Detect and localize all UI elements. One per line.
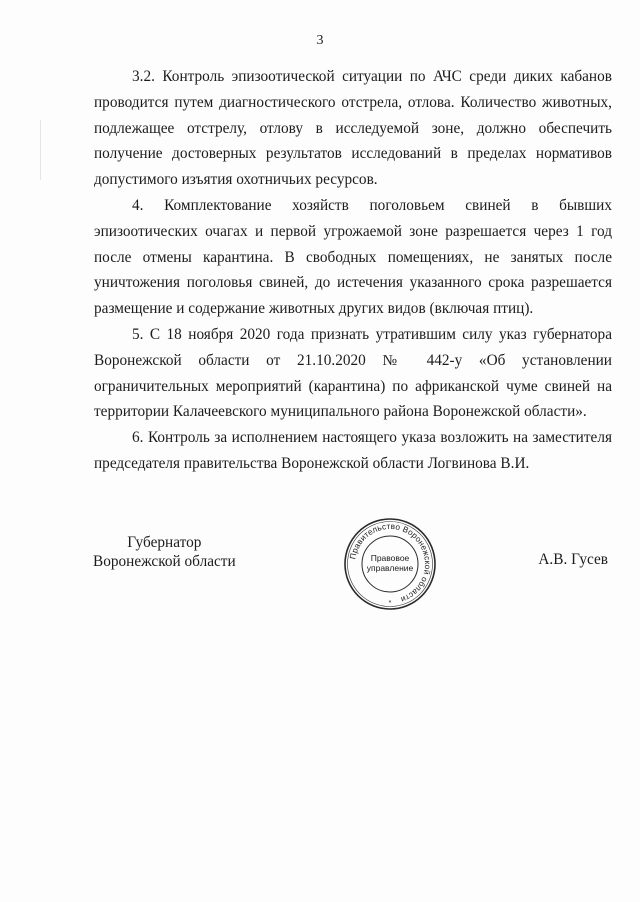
paragraph-6: 6. Контроль за исполнением настоящего указа возложить на заместителя председателя правительства Воронежской области Логвинова В.И. — [94, 429, 612, 472]
seal-graphic — [343, 517, 437, 611]
signatory-title-line2: Воронежской области — [93, 553, 236, 570]
seal-outer-text: Правительство Воронежской области — [348, 521, 433, 605]
signatory-name: А.В. Гусев — [538, 551, 608, 568]
scan-artifact — [40, 120, 41, 180]
signatory-title-line1: Губернатор — [127, 534, 202, 551]
paragraph-4: 4. Комплектование хозяйств поголовьем свиней в бывших эпизоотических очагах и первой угрожаемой зоне разрешается через 1 год после отмены карантина. В свободных помещениях, не занятых после уничтожения поголовья свиней, до истечения указанного срока разрешается размещение и содержание животных других видов (включая птиц). — [94, 196, 612, 318]
seal-inner-line1: Правовое — [370, 553, 410, 563]
paragraph-5: 5. С 18 ноября 2020 года признать утратившим силу указ губернатора Воронежской области от 21.10.2020 № 442-у «Об установлении ограничительных мероприятий (карантина) по африканской чуме свиней на территории Калачеевского муниципального района Воронежской области». — [94, 325, 612, 421]
signatory-title — [93, 533, 236, 571]
document-body — [94, 64, 612, 477]
seal-inner-line2: управление — [366, 563, 414, 573]
paragraph-3-2: 3.2. Контроль эпизоотической ситуации по АЧС среди диких кабанов проводится путем диагностического отстрела, отлова. Количество животных, подлежащее отстрелу, отлову в исследуемой зоне, должно обеспечить получение достоверных результатов исследований в пределах нормативов допустимого изъятия охотничьих ресурсов. — [94, 68, 612, 189]
seal-star: * — [388, 600, 392, 607]
page-number: 3 — [316, 33, 324, 48]
official-seal-stamp — [343, 517, 437, 611]
